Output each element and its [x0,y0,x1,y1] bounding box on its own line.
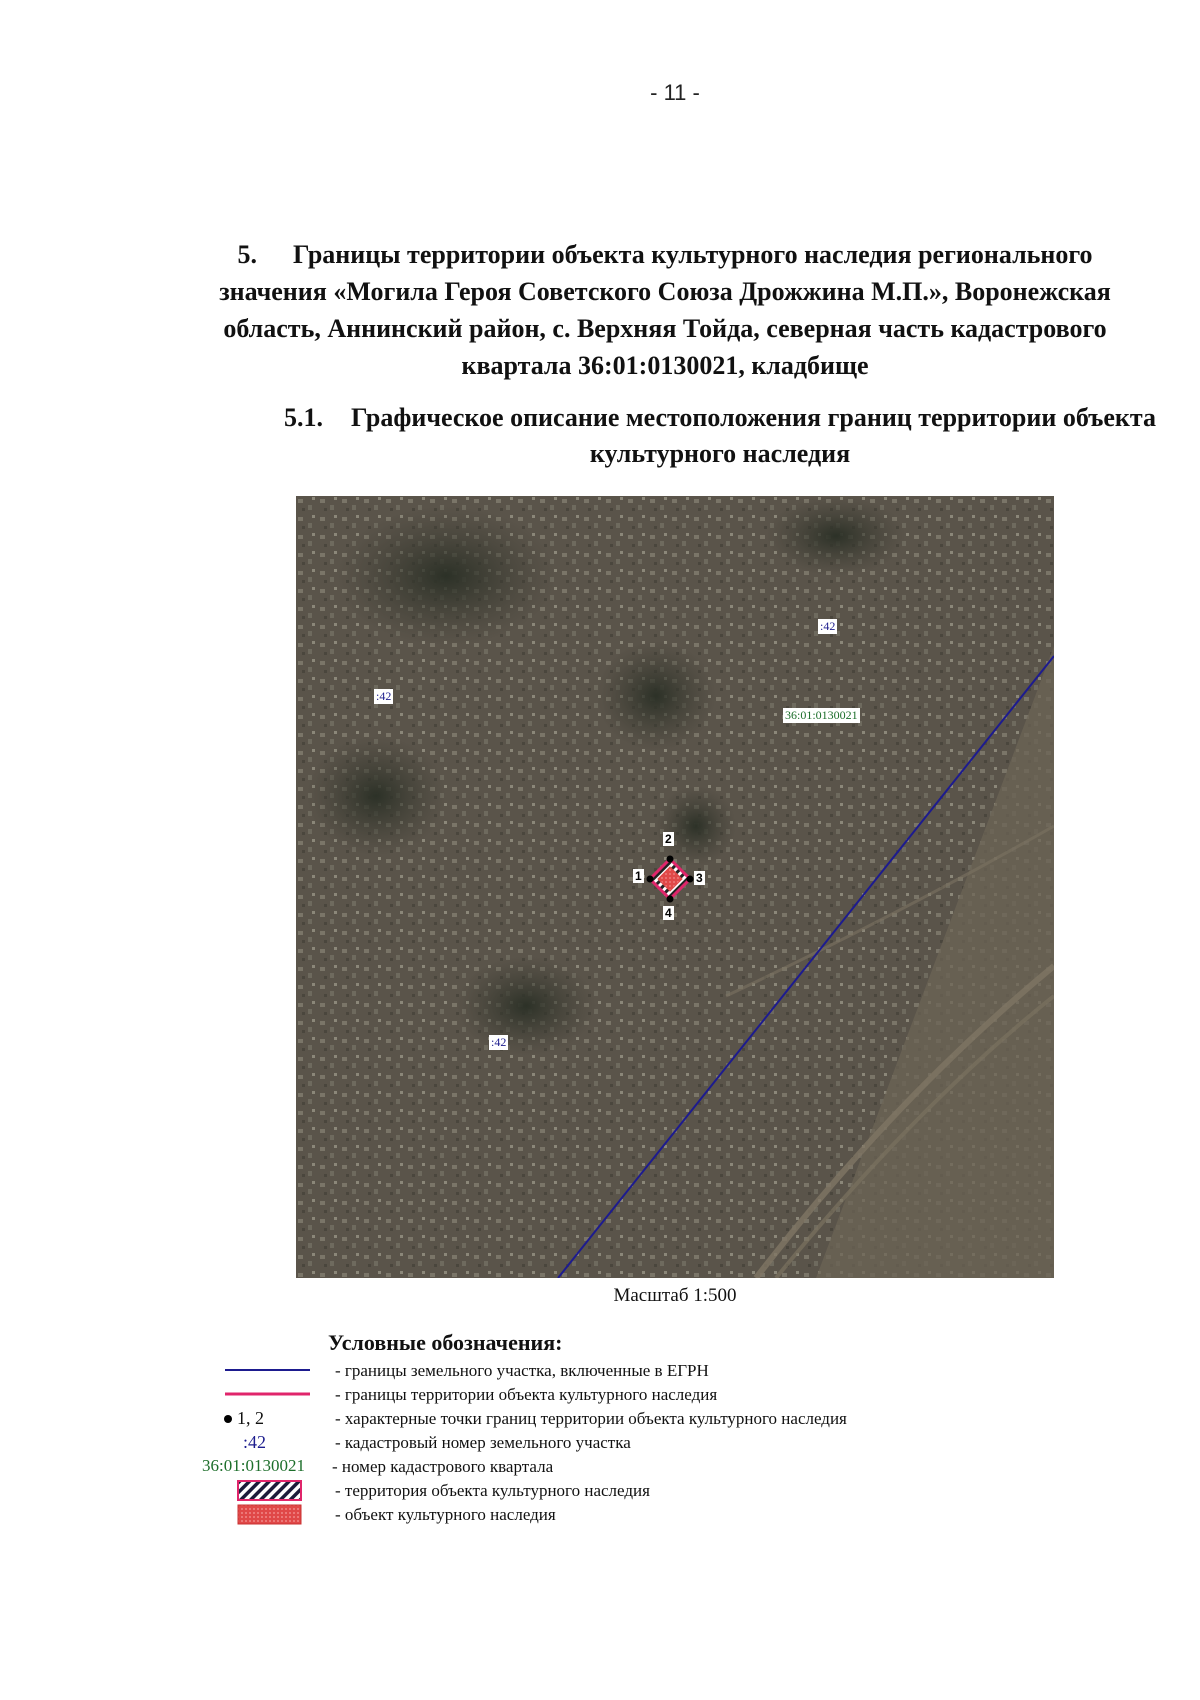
parcel-label: :42 [376,689,392,703]
subsection-title [270,400,1170,472]
section-title [190,236,1140,384]
legend-item-points [180,1407,1080,1431]
hatched-fill-symbol [180,1479,332,1503]
section-title-text: Границы территории объекта культурного наследия регионального значения «Могила Героя Советского Союза Дрожжина М.П.», Воронежская область, Аннинский район, с. Верхняя Тойда, северная часть кадастрового квартала 36:01:0130021, кладбище [219,240,1111,380]
legend-text: - границы земельного участка, включенные в ЕГРН [335,1361,709,1380]
parcel-label: :42 [820,619,836,633]
cadastral-map [296,496,1054,1278]
legend-text: - характерные точки границ территории объекта культурного наследия [335,1409,847,1428]
quarter-sample-text: 36:01:0130021 [202,1456,305,1475]
legend-item-heritage-object [180,1503,1080,1527]
point-label-2: 2 [665,832,672,846]
parcel-label: :42 [491,1035,507,1049]
legend-title: Условные обозначения: [328,1330,563,1355]
legend-text: - объект культурного наследия [335,1505,556,1524]
point-label-3: 3 [696,871,703,885]
dotted-red-fill-symbol [180,1503,332,1527]
point-label-1: 1 [635,869,642,883]
aerial-map-image [296,496,1054,1278]
legend-text: - номер кадастрового квартала [332,1457,554,1476]
legend [180,1359,1080,1527]
legend-text: - кадастровый номер земельного участка [335,1433,631,1452]
legend-item-egrn-boundary [180,1359,1080,1383]
page-number: - 11 - [650,80,700,105]
parcel-sample-text: :42 [243,1432,267,1452]
legend-text: - территория объекта культурного наследия [335,1481,650,1500]
subsection-title-text: Графическое описание местоположения границ территории объекта культурного наследия [351,403,1156,468]
pink-line-symbol [180,1383,332,1407]
legend-item-parcel-number [180,1431,1080,1455]
quarter-label: 36:01:0130021 [785,708,858,722]
map-scale: Масштаб 1:500 [613,1285,737,1306]
point-sample-text: 1, 2 [237,1408,264,1428]
legend-text: - границы территории объекта культурного наследия [335,1385,718,1404]
legend-item-heritage-territory [180,1479,1080,1503]
blue-line-symbol [180,1359,332,1383]
legend-item-heritage-boundary [180,1383,1080,1407]
section-number: 5. [237,240,257,269]
point-label-4: 4 [665,906,672,920]
legend-item-quarter-number [180,1455,1080,1479]
subsection-number: 5.1. [284,403,323,432]
